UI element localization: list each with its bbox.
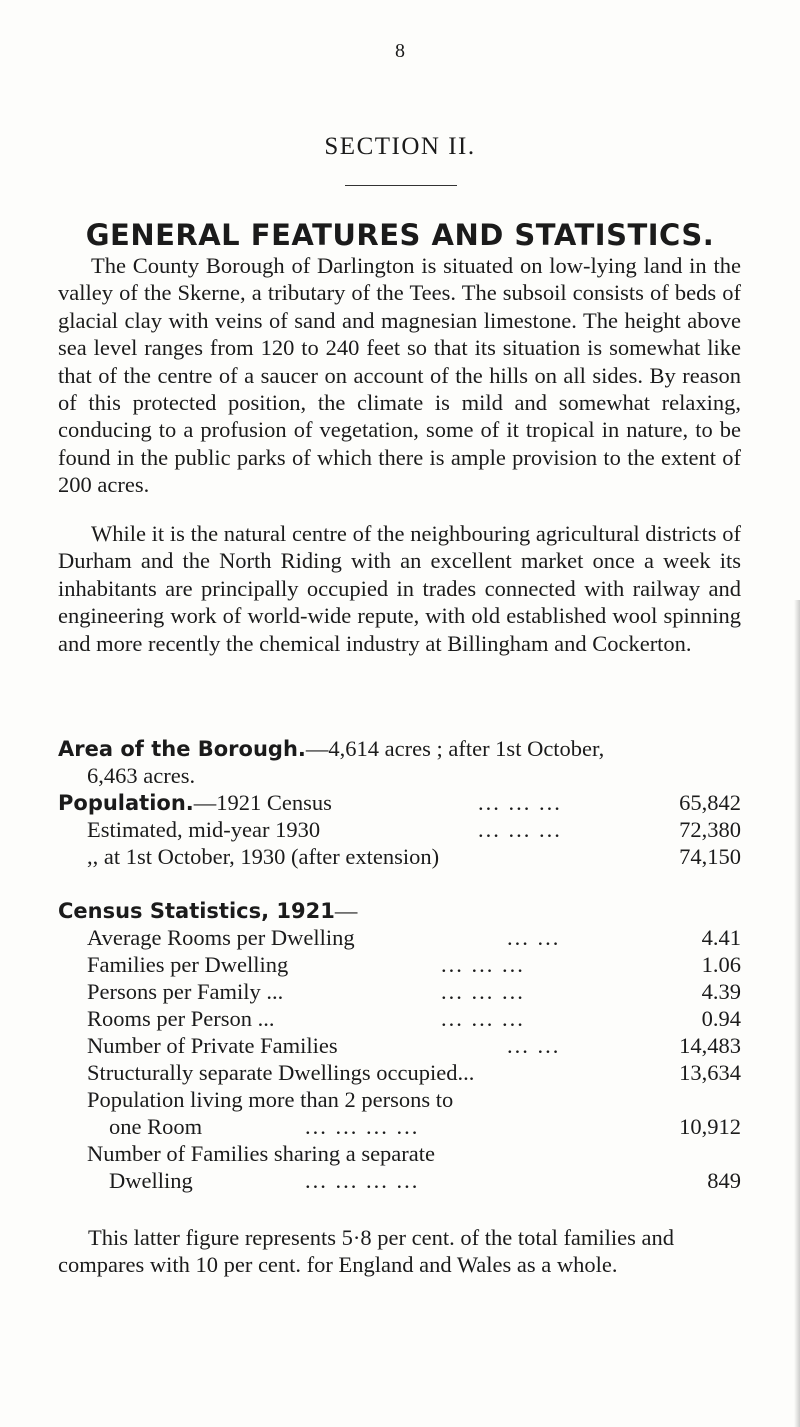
page-number: 8 (395, 40, 405, 62)
area-text: —4,614 acres ; after 1st October, (305, 736, 605, 761)
page-edge-shadow (794, 600, 800, 1427)
census-row-value: 10,912 (679, 1114, 741, 1139)
census-row-label: Population living more than 2 persons to (87, 1087, 454, 1112)
population-row-value: 74,150 (679, 844, 741, 869)
title-rule (345, 185, 457, 186)
census-row-value: 4.41 (701, 925, 741, 950)
census-row-label: Persons per Family ... (87, 979, 284, 1004)
census-row-label: Average Rooms per Dwelling (87, 925, 355, 950)
census-row-label: Number of Families sharing a separate (87, 1141, 436, 1166)
area-line-2: 6,463 acres. (87, 763, 196, 788)
census-row-label: one Room (109, 1114, 203, 1139)
census-row-label: Families per Dwelling (87, 952, 289, 977)
census-dash: — (334, 898, 358, 923)
population-label: Population. (58, 791, 194, 815)
census-row-value: 849 (707, 1168, 741, 1193)
census-row-dots: ... ... ... (441, 952, 525, 977)
census-row-value: 13,634 (679, 1060, 741, 1085)
census-row-dots: ... ... ... (441, 979, 525, 1004)
census-row-label: Number of Private Families (87, 1033, 338, 1058)
census-heading (58, 897, 741, 925)
population-row-label: ,, at 1st October, 1930 (after extension) (87, 844, 440, 869)
census-row-value: 4.39 (701, 979, 741, 1004)
census-row-dots: ... ... ... (441, 1006, 525, 1031)
paragraph-families-note: This latter figure represents 5·8 per cent. of the total families and compares with 10 per cent. for England and Wales as a whole. (58, 1225, 675, 1277)
census-row-value: 1.06 (701, 952, 741, 977)
paragraph-industry: While it is the natural centre of the neighbouring agricultural districts of Durham and the North Riding with an excellent market once a week its inhabitants are principally occupied in trades connected with railway and engineering work of world-wide repute, with old established wool spinning and more recently the chemical industry at Billingham and Cockerton. (58, 521, 741, 656)
census-label: Census Statistics, 1921 (58, 899, 335, 923)
population-row-label: —1921 Census (193, 790, 332, 815)
population-row-value: 72,380 (679, 817, 741, 842)
census-row-dots: ... ... ... ... (305, 1114, 420, 1139)
census-row-label: Rooms per Person ... (87, 1006, 275, 1031)
area-label: Area of the Borough. (58, 737, 306, 761)
population-row-label: Estimated, mid-year 1930 (87, 817, 321, 842)
population-row-value: 65,842 (679, 790, 741, 815)
census-row-dots: ... ... (507, 1033, 561, 1058)
census-row-dots: ... ... ... ... (305, 1168, 420, 1193)
main-heading: GENERAL FEATURES AND STATISTICS. (85, 218, 715, 252)
census-row-dots: ... ... (507, 925, 561, 950)
population-row-dots: ... ... ... (478, 790, 562, 815)
census-row-label: Structurally separate Dwellings occupied... (87, 1060, 475, 1085)
area-line-1 (58, 735, 741, 763)
section-title: SECTION II. (324, 133, 476, 160)
population-row-dots: ... ... ... (478, 817, 562, 842)
census-row-value: 0.94 (701, 1006, 741, 1031)
census-row-label: Dwelling (109, 1168, 193, 1193)
paragraph-location: The County Borough of Darlington is situated on low-lying land in the valley of the Skerne, a tributary of the Tees. The subsoil consists of beds of glacial clay with veins of sand and magnesian limestone. The height above sea level ranges from 120 to 240 feet so that its situation is somewhat like that of the centre of a saucer on account of the hills on all sides. By reason of this protected position, the climate is mild and somewhat relaxing, conducing to a profusion of vegetation, some of it tropical in nature, to be found in the public parks of which there is ample provision to the extent of 200 acres. (58, 253, 741, 498)
census-row-value: 14,483 (679, 1033, 741, 1058)
